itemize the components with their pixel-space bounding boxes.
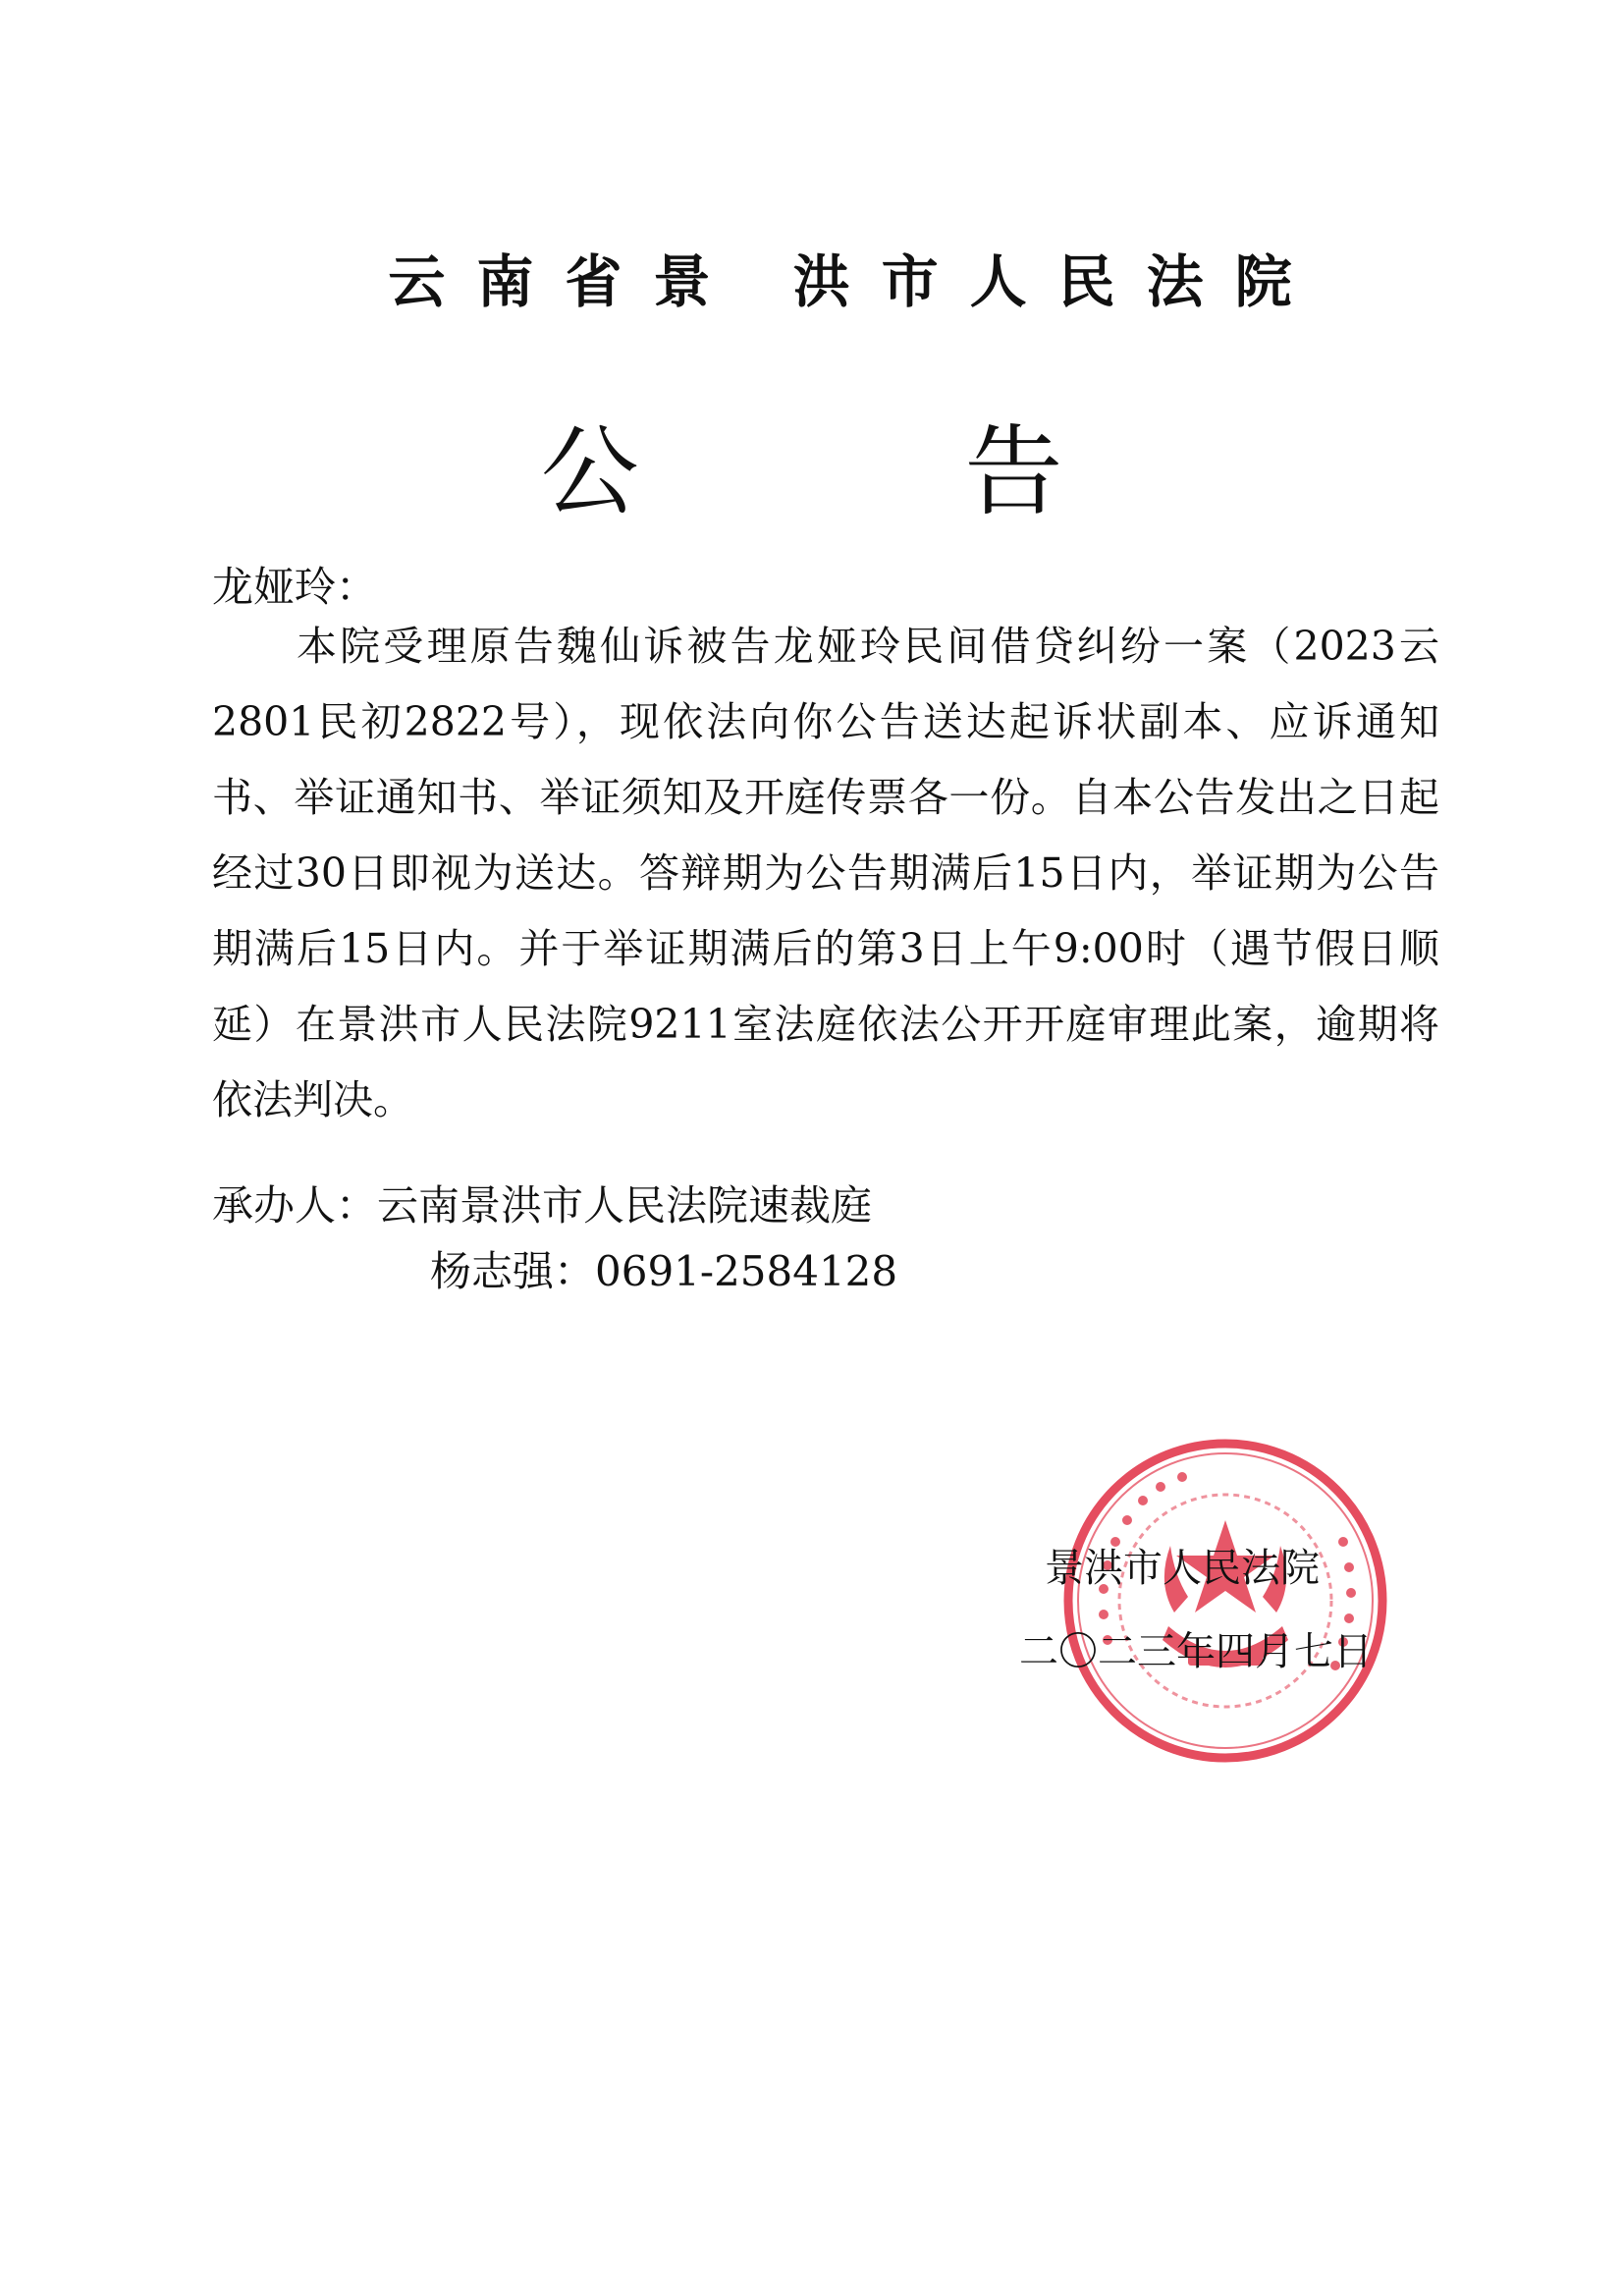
addressee: 龙娅玲： xyxy=(212,563,378,611)
document-title: 公 告 xyxy=(540,414,1211,529)
court-seal-stamp xyxy=(1058,1434,1392,1768)
handler-contact: 杨志强：0691-2584128 xyxy=(430,1247,898,1295)
notice-body: 本院受理原告魏仙诉被告龙娅玲民间借贷纠纷一案（2023云2801民初2822号），现依法向你公告送达起诉状副本、应诉通知书、举证通知书、举证须知及开庭传票各一份。自本公告发出之日起经过30日即视为送达。答辩期为公告期满后15日内，举证期为公告期满后15日内。并于举证期满后的第3日上午9:00时（遇节假日顺延）在景洪市人民法院9211室法庭依法公开开庭审理此案，逾期将依法判决。 xyxy=(212,623,1439,1123)
court-name-heading: 云南省景 洪市人民法院 xyxy=(388,248,1324,315)
handler-line: 承办人：云南景洪市人民法院速裁庭 xyxy=(212,1181,873,1230)
signing-date: 二〇二三年四月七日 xyxy=(1019,1629,1373,1674)
signing-court: 景洪市人民法院 xyxy=(1045,1546,1320,1591)
